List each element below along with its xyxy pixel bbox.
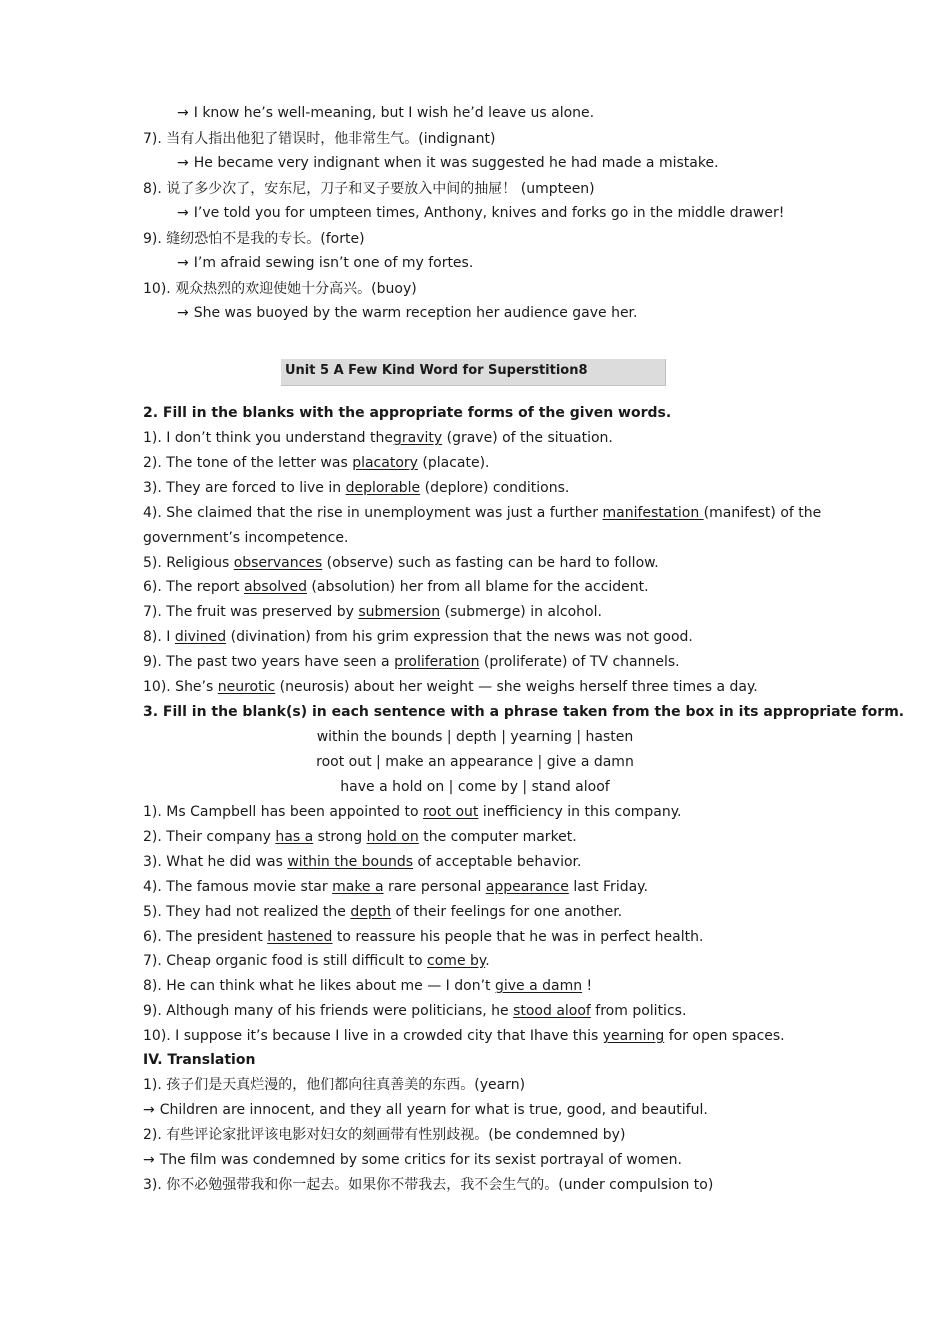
answer-text: within the bounds	[287, 854, 414, 870]
translation-question: 1). 孩子们是天真烂漫的，他们都向往真善美的东西。(yearn)	[143, 1077, 526, 1093]
phrase-blank-item: 10). I suppose it’s because I live in a crowded city that Ihave this yearning for open spaces.	[143, 1028, 785, 1044]
answer-text: make a	[332, 879, 384, 895]
answer-text: hold on	[366, 829, 419, 845]
translation-question: 8). 说了多少次了，安东尼，刀子和叉子要放入中间的抽屉！ (umpteen)	[143, 181, 595, 197]
answer-text: manifestation	[602, 505, 704, 521]
answer-text: placatory	[352, 455, 418, 471]
answer-text: stood aloof	[513, 1003, 591, 1019]
answer-text: proliferation	[394, 654, 480, 670]
fill-blank-item: 9). The past two years have seen a proliferation (proliferate) of TV channels.	[143, 654, 680, 670]
answer-text: observances	[233, 555, 323, 571]
fill-blank-item: 10). She’s neurotic (neurosis) about her weight — she weighs herself three times a day.	[143, 679, 758, 695]
phrase-blank-item: 4). The famous movie star make a rare personal appearance last Friday.	[143, 879, 648, 895]
phrase-blank-item: 7). Cheap organic food is still difficult to come by.	[143, 953, 490, 969]
arrow-icon: →	[143, 1102, 155, 1118]
arrow-icon: →	[177, 305, 189, 321]
translation-question: 9). 缝纫恐怕不是我的专长。(forte)	[143, 231, 365, 247]
translation-answer: → The film was condemned by some critics for its sexist portrayal of women.	[143, 1152, 682, 1168]
fill-blank-item: 8). I divined (divination) from his grim expression that the news was not good.	[143, 629, 693, 645]
answer-text: give a damn	[494, 978, 583, 994]
phrase-box-row: within the bounds | depth | yearning | hasten	[316, 729, 634, 745]
answer-text: absolved	[243, 579, 307, 595]
fill-blank-item: 4). She claimed that the rise in unemployment was just a further manifestation (manifest) of the	[143, 505, 822, 521]
fill-blank-item: 1). I don’t think you understand thegravity (grave) of the situation.	[143, 430, 613, 446]
arrow-icon: →	[177, 255, 189, 271]
arrow-icon: →	[177, 205, 189, 221]
answer-text: appearance	[485, 879, 569, 895]
translation-question: 10). 观众热烈的欢迎使她十分高兴。(buoy)	[143, 281, 417, 297]
phrase-box-row: root out | make an appearance | give a damn	[316, 754, 634, 770]
translation-answer: → I’ve told you for umpteen times, Anthony, knives and forks go in the middle drawer!	[177, 205, 785, 221]
fill-blank-item: 2). The tone of the letter was placatory (placate).	[143, 455, 490, 471]
answer-text: gravity	[392, 430, 443, 446]
answer-text: neurotic	[217, 679, 276, 695]
answer-text: has a	[275, 829, 314, 845]
translation-answer: → He became very indignant when it was suggested he had made a mistake.	[177, 155, 719, 171]
phrase-blank-item: 3). What he did was within the bounds of acceptable behavior.	[143, 854, 582, 870]
fill-blank-item: government’s incompetence.	[143, 530, 349, 546]
section-2-heading: 2. Fill in the blanks with the appropriate forms of the given words.	[143, 405, 672, 421]
section-3-heading: 3. Fill in the blank(s) in each sentence with a phrase taken from the box in its appropriate form.	[143, 704, 905, 720]
answer-text: yearning	[602, 1028, 665, 1044]
arrow-icon: →	[143, 1152, 155, 1168]
phrase-blank-item: 5). They had not realized the depth of their feelings for one another.	[143, 904, 623, 920]
answer-text: come by	[427, 953, 486, 969]
phrase-blank-item: 1). Ms Campbell has been appointed to root out inefficiency in this company.	[143, 804, 682, 820]
fill-blank-item: 6). The report absolved (absolution) her from all blame for the accident.	[143, 579, 649, 595]
phrase-blank-item: 9). Although many of his friends were politicians, he stood aloof from politics.	[143, 1003, 687, 1019]
translation-question: 3). 你不必勉强带我和你一起去。如果你不带我去，我不会生气的。(under compulsion to)	[143, 1177, 714, 1193]
answer-text: hastened	[267, 929, 333, 945]
phrase-blank-item: 6). The president hastened to reassure his people that he was in perfect health.	[143, 929, 704, 945]
answer-text: root out	[422, 804, 479, 820]
answer-text: depth	[350, 904, 392, 920]
arrow-icon: →	[177, 155, 189, 171]
answer-text: deplorable	[345, 480, 421, 496]
translation-answer: → She was buoyed by the warm reception her audience gave her.	[177, 305, 638, 321]
fill-blank-item: 5). Religious observances (observe) such as fasting can be hard to follow.	[143, 555, 659, 571]
unit-title: Unit 5 A Few Kind Word for Superstition8	[285, 363, 588, 378]
phrase-blank-item: 2). Their company has a strong hold on the computer market.	[143, 829, 577, 845]
unit-title-box	[281, 359, 666, 386]
answer-text: submersion	[358, 604, 441, 620]
translation-answer: → I know he’s well-meaning, but I wish he’d leave us alone.	[177, 105, 595, 121]
arrow-icon: →	[177, 105, 189, 121]
answer-text: divined	[174, 629, 227, 645]
phrase-blank-item: 8). He can think what he likes about me — I don’t give a damn !	[143, 978, 593, 994]
section-4-heading: IV. Translation	[143, 1052, 256, 1068]
translation-answer: → I’m afraid sewing isn’t one of my fortes.	[177, 255, 474, 271]
fill-blank-item: 7). The fruit was preserved by submersion (submerge) in alcohol.	[143, 604, 602, 620]
translation-answer: → Children are innocent, and they all yearn for what is true, good, and beautiful.	[143, 1102, 708, 1118]
translation-question: 2). 有些评论家批评该电影对妇女的刻画带有性别歧视。(be condemned by)	[143, 1127, 626, 1143]
translation-question: 7). 当有人指出他犯了错误时，他非常生气。(indignant)	[143, 131, 496, 147]
phrase-box-row: have a hold on | come by | stand aloof	[340, 779, 610, 795]
fill-blank-item: 3). They are forced to live in deplorable (deplore) conditions.	[143, 480, 570, 496]
